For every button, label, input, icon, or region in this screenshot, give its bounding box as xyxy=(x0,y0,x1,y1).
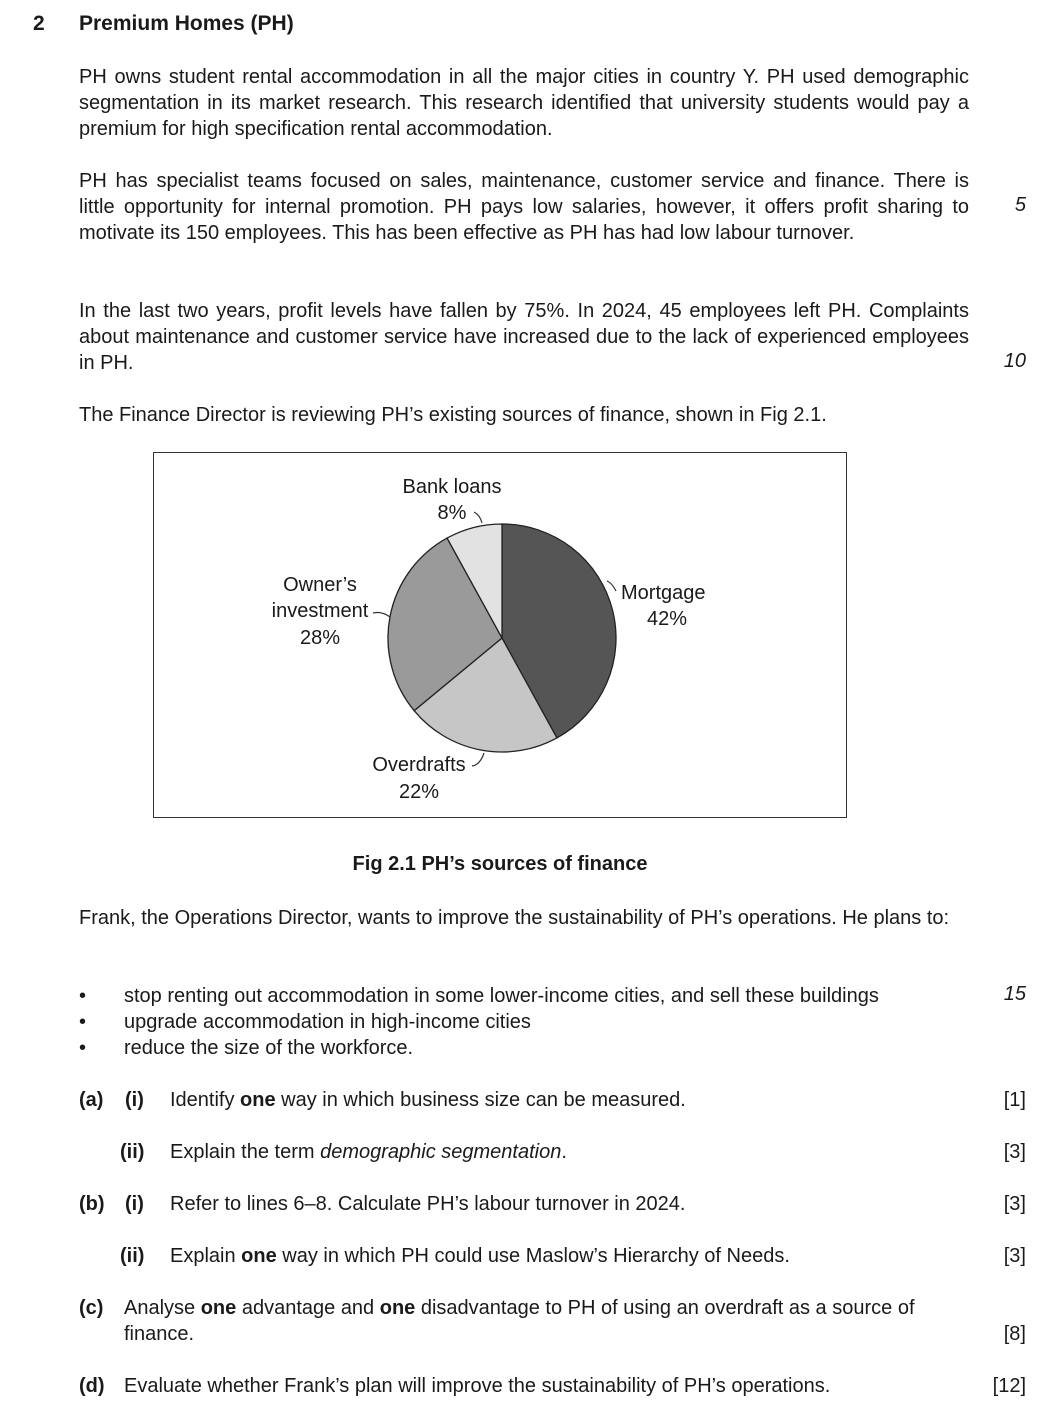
subpart-label-a-ii: (ii) xyxy=(120,1141,145,1163)
label-owners-line2: investment xyxy=(271,600,369,622)
line-number-10: 10 xyxy=(1003,350,1026,372)
list-item xyxy=(79,1009,979,1035)
line-number-5: 5 xyxy=(1014,194,1026,216)
paragraph-frank: Frank, the Operations Director, wants to improve the sustainability of PH’s operations. He plans to: xyxy=(79,907,950,929)
question-a-i-text: Identify one way in which business size can be measured. xyxy=(170,1089,686,1111)
leader-line-mortgage xyxy=(607,581,616,591)
bullet-text: stop renting out accommodation in some lower-income cities, and sell these buildings xyxy=(124,985,879,1007)
pie-chart xyxy=(154,453,848,819)
paragraph-intro: PH owns student rental accommodation in all the major cities in country Y. PH used demographic segmentation in its market research. This research identified that university students would pay a premium for high specification rental accommodation. xyxy=(79,66,969,140)
question-c xyxy=(79,1295,1026,1347)
leader-line-owners-investment xyxy=(373,613,390,618)
question-number: 2 xyxy=(33,12,45,35)
marks-c: [8] xyxy=(1003,1323,1026,1345)
question-a-ii xyxy=(79,1139,1026,1165)
label-bank-loans-value: 8% xyxy=(437,502,467,524)
question-a-ii-text: Explain the term demographic segmentation. xyxy=(170,1141,567,1163)
marks-b-ii: [3] xyxy=(1003,1245,1026,1267)
question-b-i-text: Refer to lines 6–8. Calculate PH’s labour turnover in 2024. xyxy=(170,1193,686,1215)
question-c-text-line2: finance. xyxy=(124,1323,195,1345)
subpart-label-a-i: (i) xyxy=(125,1089,144,1111)
label-owners-line1: Owner’s xyxy=(283,574,357,596)
paragraph-finance-director: The Finance Director is reviewing PH’s existing sources of finance, shown in Fig 2.1. xyxy=(79,404,827,426)
bullet-icon: • xyxy=(79,985,87,1007)
list-item xyxy=(79,983,979,1009)
part-label-d: (d) xyxy=(79,1375,105,1397)
subpart-label-b-ii: (ii) xyxy=(120,1245,145,1267)
marks-a-ii: [3] xyxy=(1003,1141,1026,1163)
bullet-icon: • xyxy=(79,1011,87,1033)
question-b-ii xyxy=(79,1243,1026,1269)
paragraph-teams: PH has specialist teams focused on sales, maintenance, customer service and finance. There is little opportunity for internal promotion. PH pays low salaries, however, it offers profit sharing to motivate its 150 employees. This has been effective as PH has had low labour turnover. xyxy=(79,170,969,244)
list-item xyxy=(79,1035,979,1061)
part-label-c: (c) xyxy=(79,1297,104,1319)
question-a-i xyxy=(79,1087,1026,1113)
part-label-b: (b) xyxy=(79,1193,105,1215)
bullet-icon: • xyxy=(79,1037,87,1059)
subpart-label-b-i: (i) xyxy=(125,1193,144,1215)
label-owners-value: 28% xyxy=(299,627,341,649)
marks-d: [12] xyxy=(992,1375,1026,1397)
question-d-text: Evaluate whether Frank’s plan will improve the sustainability of PH’s operations. xyxy=(124,1375,831,1397)
label-mortgage-value: 42% xyxy=(646,608,688,630)
part-label-a: (a) xyxy=(79,1089,104,1111)
line-number-15: 15 xyxy=(1003,983,1026,1005)
label-mortgage-name: Mortgage xyxy=(621,582,706,604)
figure-box xyxy=(153,452,847,818)
plan-bullet-list xyxy=(79,983,979,1061)
question-d xyxy=(79,1373,1026,1399)
bullet-text: upgrade accommodation in high-income cities xyxy=(124,1011,531,1033)
paragraph-profit: In the last two years, profit levels have fallen by 75%. In 2024, 45 employees left PH. Complaints about maintenance and customer service have increased due to the lack of experienced employees in PH. xyxy=(79,300,969,374)
question-c-text: Analyse one advantage and one disadvantage to PH of using an overdraft as a source of xyxy=(124,1297,915,1319)
label-overdrafts-value: 22% xyxy=(398,781,440,803)
leader-line-bank-loans xyxy=(474,512,482,523)
bullet-text: reduce the size of the workforce. xyxy=(124,1037,414,1059)
label-bank-loans-name: Bank loans xyxy=(402,476,502,498)
marks-a-i: [1] xyxy=(1003,1089,1026,1111)
leader-line-overdrafts xyxy=(472,753,484,766)
question-title: Premium Homes (PH) xyxy=(79,12,294,35)
figure-caption: Fig 2.1 PH’s sources of finance xyxy=(352,853,648,875)
question-b-ii-text: Explain one way in which PH could use Maslow’s Hierarchy of Needs. xyxy=(170,1245,790,1267)
label-overdrafts-name: Overdrafts xyxy=(372,754,466,776)
question-b-i xyxy=(79,1191,1026,1217)
marks-b-i: [3] xyxy=(1003,1193,1026,1215)
